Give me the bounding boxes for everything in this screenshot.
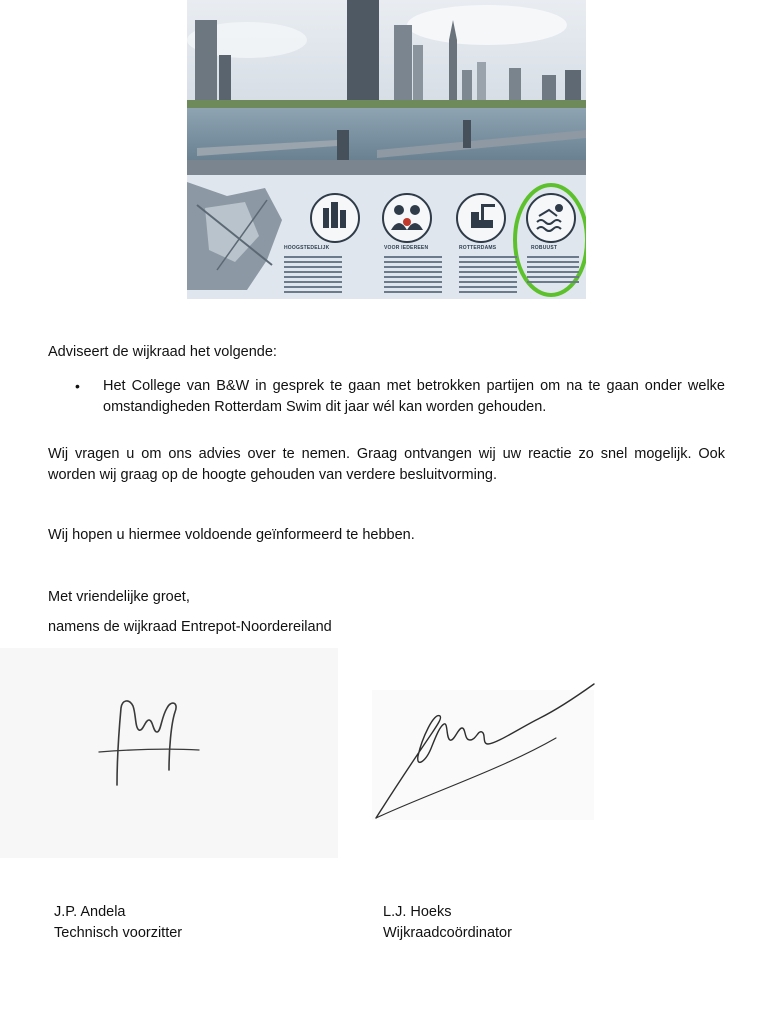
signature-hoeks bbox=[370, 678, 600, 823]
advice-intro: Adviseert de wijkraad het volgende: bbox=[48, 344, 277, 360]
poster-label-voor-iedereen: VOOR IEDEREEN bbox=[384, 245, 429, 251]
on-behalf-of: namens de wijkraad Entrepot-Noordereiland bbox=[48, 619, 332, 635]
poster-illustration bbox=[187, 0, 586, 299]
poster-text-block bbox=[284, 256, 342, 296]
signature-andela bbox=[95, 690, 205, 800]
poster-text-block bbox=[459, 256, 517, 296]
poster-text-block bbox=[527, 256, 579, 286]
poster-text-block bbox=[384, 256, 442, 296]
request-paragraph: Wij vragen u om ons advies over te nemen. Graag ontvangen wij uw reactie zo snel mogelijk. Ook worden wij graag op de hoogte gehouden van verdere besluitvorming. bbox=[48, 446, 725, 483]
bullet-marker: • bbox=[75, 378, 80, 394]
signatory-role-right: Wijkraadcoördinator bbox=[383, 925, 512, 941]
signatory-role-left: Technisch voorzitter bbox=[54, 925, 183, 941]
signatory-name-left: J.P. Andela bbox=[54, 904, 126, 920]
advice-bullet-item: Het College van B&W in gesprek te gaan met betrokken partijen om na te gaan onder welke omstandigheden Rotterdam Swim dit jaar wél kan worden gehouden. bbox=[103, 378, 725, 415]
poster-label-hoogstedelijk: HOOGSTEDELIJK bbox=[284, 245, 330, 251]
informed-paragraph: Wij hopen u hiermee voldoende geïnformeerd te hebben. bbox=[48, 527, 415, 543]
poster-photo bbox=[187, 0, 586, 299]
poster-label-robuust: ROBUUST bbox=[531, 245, 558, 251]
signatory-name-right: L.J. Hoeks bbox=[383, 904, 452, 920]
poster-label-rotterdams: ROTTERDAMS bbox=[459, 245, 497, 251]
closing-greeting: Met vriendelijke groet, bbox=[48, 589, 190, 605]
